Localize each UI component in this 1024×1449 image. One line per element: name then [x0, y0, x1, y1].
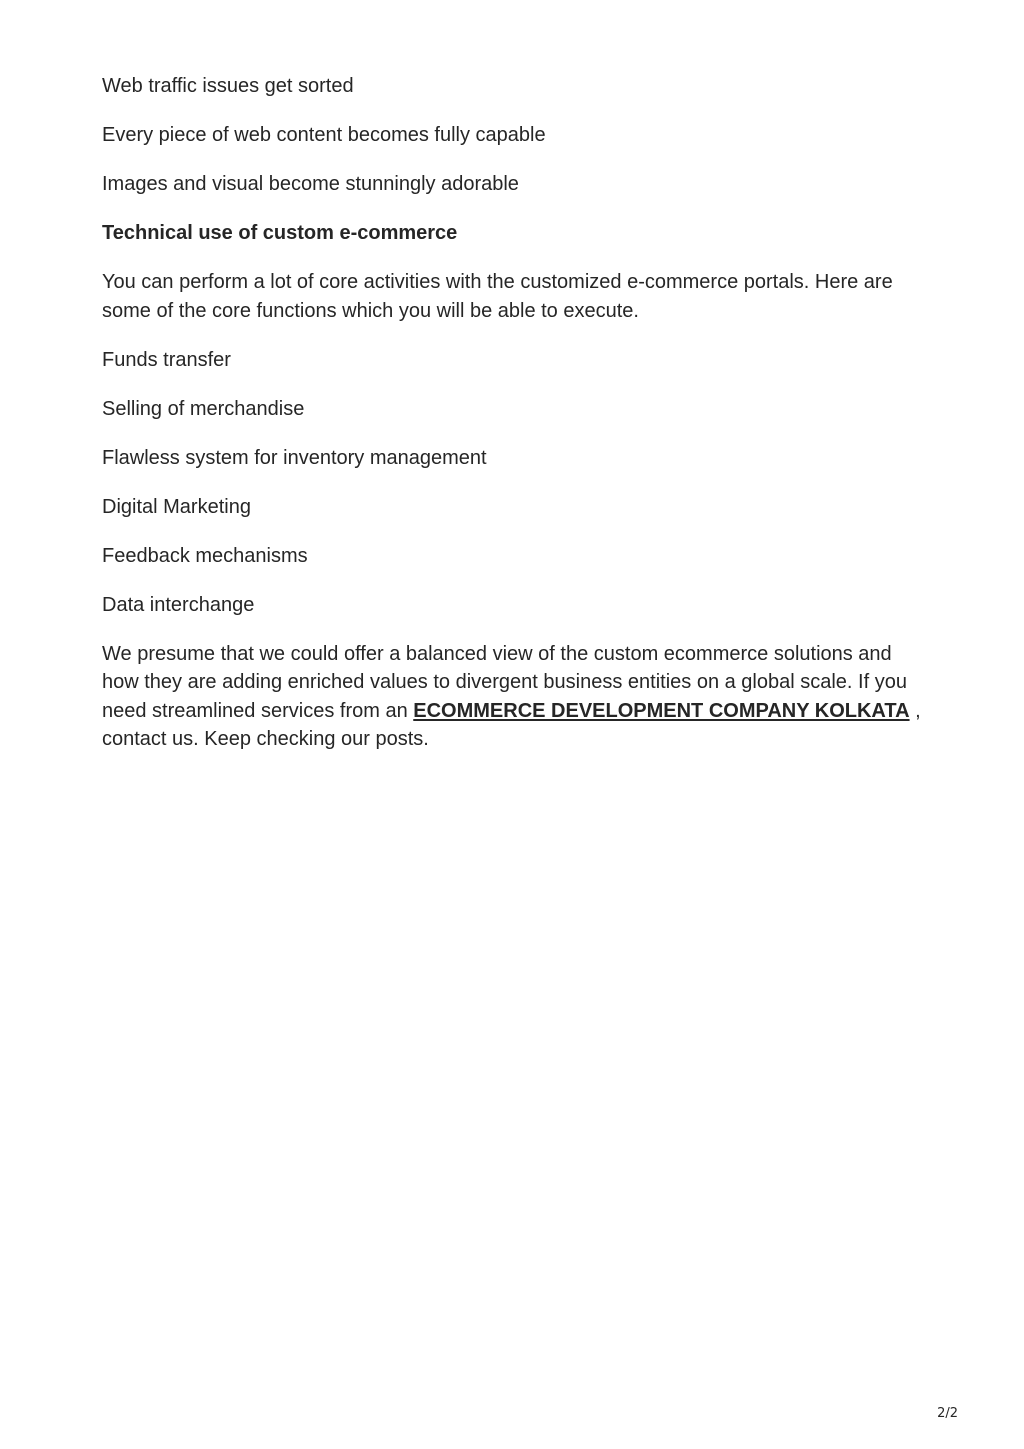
closing-paragraph	[102, 640, 932, 754]
intro-paragraph: You can perform a lot of core activities with the customized e-commerce portals. Here are some of the core functions which you will be able to execute.	[102, 271, 893, 322]
function-item-feedback: Feedback mechanisms	[102, 544, 308, 567]
function-item-inventory: Flawless system for inventory management	[102, 446, 487, 469]
function-item-funds-transfer: Funds transfer	[102, 348, 231, 371]
section-heading: Technical use of custom e-commerce	[102, 222, 458, 244]
ecommerce-company-link[interactable]: ECOMMERCE DEVELOPMENT COMPANY KOLKATA	[413, 699, 910, 722]
benefit-item-web-content: Every piece of web content becomes fully capable	[102, 124, 546, 146]
closing-text-after-link: , contact us. Keep checking our posts.	[102, 699, 921, 750]
page-number: 2/2	[937, 1406, 958, 1421]
closing-text-before-link: We presume that we could offer a balanced view of the custom ecommerce solutions and how they are adding enriched values to divergent business entities on a global scale. If you need streamlined services from an	[102, 642, 907, 722]
function-item-digital-marketing: Digital Marketing	[102, 495, 251, 518]
benefit-item-images: Images and visual become stunningly adorable	[102, 173, 519, 195]
function-item-selling: Selling of merchandise	[102, 397, 305, 420]
document-body	[102, 72, 932, 774]
function-item-data-interchange: Data interchange	[102, 593, 255, 616]
benefit-item-web-traffic: Web traffic issues get sorted	[102, 75, 354, 97]
